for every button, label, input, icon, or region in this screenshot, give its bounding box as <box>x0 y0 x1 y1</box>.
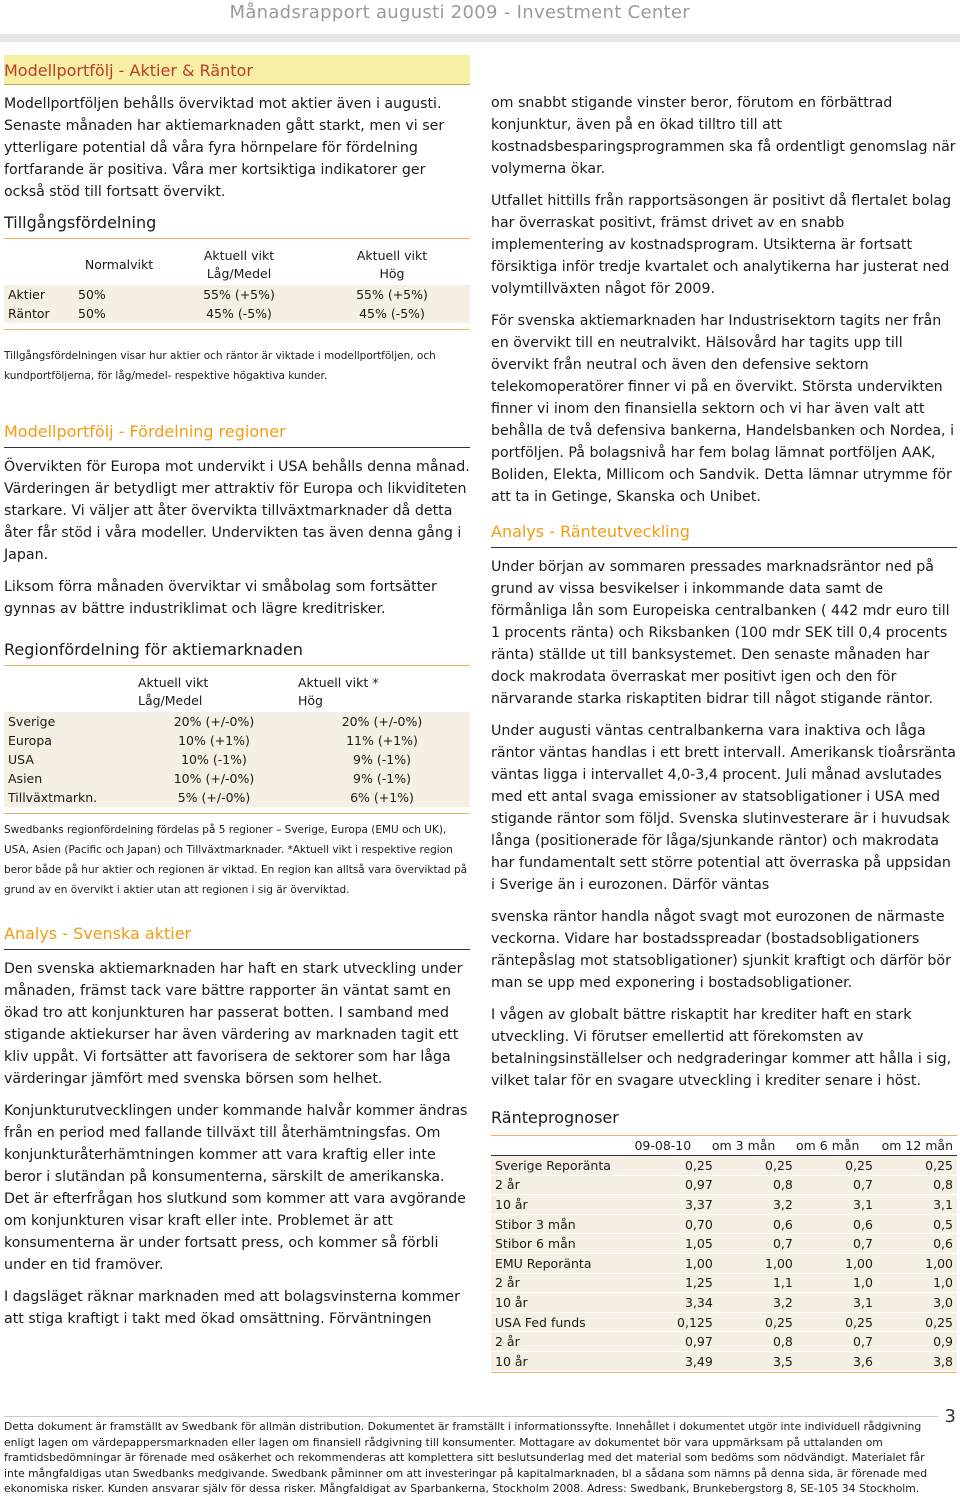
allocation-header-row <box>4 245 470 285</box>
region-header-row <box>4 672 470 712</box>
right-paragraph-3: För svenska aktiemarknaden har Industrisektorn tagits ner från en övervikt till en neutralvikt. Hälsovård har tagits upp till övervikt från neutral och även den defensive sektorn telekomoperatörer finner vi på en övervikt. Största undervikten finner vi inom den finansiella sektorn och vi har även valt att behålla de två defensiva bankerna, Handelsbanken och Nordea, i portföljen. På bolagsnivå har fem bolag lämnat portföljen AAK, Boliden, Elekta, Millicom och Sandvik. Detta lämnar utrymme för att ta in Getinge, Skanska och Unibet. <box>491 313 955 505</box>
section-title-svenska-aktier: Analys - Svenska aktier <box>4 924 470 950</box>
header-region-hog: Aktuell vikt * Hög <box>298 675 379 708</box>
table-row: 10 år 3,49 3,5 3,6 3,8 <box>491 1352 957 1372</box>
rates-paragraph-4: I vågen av globalt bättre riskaptit har krediter haft en stark utveckling. Vi förutser emellertid att förekomsten av betalningsinställelser och nedgraderingar kommer att hålla i sig, vilket talar för en svagare utveckling i krediter senare i höst. <box>491 1007 952 1089</box>
swedish-equities-paragraph-2: Konjunkturutvecklingen under kommande halvår kommer ändras från en period med fallande tillväxt till återhämtningsfas. Om konjunkturåterhämtningen kommer att vara kraftig eller inte beror i slutändan på konsumenterna, särskilt de amerikanska. Det är efterfrågan hos slutkund som kommer att vara avgörande om konjunkturen visar kraft eller inte. Problemet är att konsumenterna är under fortsatt press, och kommer så förbli under en tid framöver. <box>4 1103 468 1273</box>
rates-table-title: Ränteprognoser <box>491 1108 619 1127</box>
table-row: Aktier 50% 55% (+5%) 55% (+5%) <box>4 285 470 304</box>
table-row: USA 10% (-1%) 9% (-1%) <box>4 750 470 769</box>
header-normalvikt: Normalvikt <box>84 257 154 272</box>
right-paragraph-2: Utfallet hittills från rapportsäsongen är positivt då flertalet bolag har överraskat positivt, främst drivet av en snabb implementering av kostnadsprogram. Utsikterna är fortsatt försiktiga inför tredje kvartalet och analytikerna har justerat ned volymtillväxten något för 2009. <box>491 193 952 297</box>
section-title-modellportfolj: Modellportfölj - Aktier & Räntor <box>4 55 470 85</box>
table-row: 10 år 3,34 3,2 3,1 3,0 <box>491 1293 957 1313</box>
footer-disclaimer: Detta dokument är framställt av Swedbank för allmän distribution. Dokumentet är framställt i informationssyfte. Innehållet i dokumentet utgör inte individuell rådgivning enligt lagen om värdepappersmarknaden eller lagen om finansiell rådgivning till konsumenter. Mottagare av dokumentet bör vara uppmärksam på uttalanden om framtidsbedömningar är förenade med osäkerhet och rekommenderas att komplettera sitt beslutsunderlag med det material som bedöms som nödvändigt. Materialet får inte mångfaldigas utan Swedbanks medgivande. Swedbank påminner om att investeringar på kapitalmarknaden, bl a sådana som nämns på denna sida, är förenade med ekonomiska risker. Kunden ansvarar själv för dessa risker. Mångfaldigat av Sparbankerna, Stockholm 2008. Adress: Swedbank, Brunkebergstorg 8, SE-105 34 Stockholm. <box>4 1416 938 1497</box>
table-row: 2 år 0,97 0,8 0,7 0,9 <box>491 1332 957 1352</box>
rates-paragraph-3: svenska räntor handla något svagt mot eurozonen de närmaste veckorna. Vidare har bostadsspreadar (bostadsobligationers räntepåslag mot statsobligationer) sjunkit kraftigt och därför bör man se upp med exponering i bostadsobligationer. <box>491 909 951 991</box>
right-paragraph-1: om snabbt stigande vinster beror, förutom en förbättrad konjunktur, även på en ökad tilltro till att kostnadsbesparingsprogrammen ska få ordentligt genomslag när volymerna ökar. <box>491 95 956 177</box>
rates-header-row: 09-08-10 om 3 mån om 6 mån om 12 mån <box>491 1136 957 1156</box>
page-number: 3 <box>944 1406 956 1427</box>
intro-paragraph: Modellportföljen behålls överviktad mot aktier även i augusti. Senaste månaden har aktiemarknaden gått starkt, men vi ser ytterligare potential då våra fyra hörnpelare för fördelning fortfarande är positiva. Våra mer kortsiktiga indikatorer ger också stöd till fortsatt övervikt. <box>4 96 445 200</box>
table-row: Stibor 6 mån 1,05 0,7 0,7 0,6 <box>491 1234 957 1254</box>
table-row: Sverige 20% (+/-0%) 20% (+/-0%) <box>4 712 470 731</box>
table-row: 2 år 0,97 0,8 0,7 0,8 <box>491 1175 957 1195</box>
rates-paragraph-1: Under början av sommaren pressades marknadsräntor ned på grund av vissa besvikelser i inkommande data samt de förmånliga lån som Europeiska centralbanken ( 442 mdr euro till 1 procents ränta) och Riksbanken (100 mdr SEK till 0,4 procents ränta) ställde ut till banksystemet. Den senaste månaden har dock makrodata överraskat mer positivt igen och den för närvarande starka riskaptiten bidrar till något stigande räntor. <box>491 559 950 707</box>
table-row: Stibor 3 mån 0,70 0,6 0,6 0,5 <box>491 1214 957 1234</box>
allocation-title: Tillgångsfördelning <box>4 213 470 239</box>
right-column <box>491 92 957 1373</box>
swedish-equities-paragraph-3: I dagsläget räknar marknaden med att bolagsvinsterna kommer att stiga kraftigt i takt med ökad omsättning. Förväntningen <box>4 1289 460 1327</box>
header-aktuell-hog: Aktuell vikt Hög <box>356 248 428 281</box>
region-table-title: Regionfördelning för aktiemarknaden <box>4 640 470 666</box>
rates-table <box>491 1135 957 1156</box>
region-table <box>4 672 470 807</box>
header-rule <box>0 34 960 42</box>
table-row: Europa 10% (+1%) 11% (+1%) <box>4 731 470 750</box>
allocation-table <box>4 245 470 323</box>
table-row: Räntor 50% 45% (-5%) 45% (-5%) <box>4 304 470 323</box>
rates-body <box>491 1156 957 1372</box>
table-row: Tillväxtmarkn. 5% (+/-0%) 6% (+1%) <box>4 788 470 807</box>
table-row: 2 år 1,25 1,1 1,0 1,0 <box>491 1273 957 1293</box>
table-row: 10 år 3,37 3,2 3,1 3,1 <box>491 1195 957 1215</box>
table-row: Sverige Reporänta 0,25 0,25 0,25 0,25 <box>491 1156 957 1176</box>
header-aktuell-lag: Aktuell vikt Låg/Medel <box>203 248 275 281</box>
swedish-equities-paragraph-1: Den svenska aktiemarknaden har haft en stark utveckling under månaden, främst tack vare bättre rapporter än väntat samt en ökad tro att konjunkturen har passerat botten. I samband med stigande aktiekurser har även värdering av marknaden tagit ett kliv uppåt. Vi fortsätter att favorisera de sektorer som har låga värderingar jämfört med svenska börsen som helhet. <box>4 961 463 1087</box>
section-title-ranteutveckling: Analys - Ränteutveckling <box>491 522 957 548</box>
header-region-lag: Aktuell vikt Låg/Medel <box>138 675 209 708</box>
allocation-note: Tillgångsfördelningen visar hur aktier och räntor är viktade i modellportföljen, och kundportföljerna, för låg/medel- respektive högaktiva kunder. <box>4 350 436 382</box>
regions-paragraph-1: Övervikten för Europa mot undervikt i USA behålls denna månad. Värderingen är betydligt mer attraktiv för Europa och likviditeten starkare. Vi väljer att åter övervikta tillväxtmarknader då detta åter får stöd i våra modeller. Undervikten tas även denna gång i Japan. <box>4 459 470 563</box>
table-row: EMU Reporänta 1,00 1,00 1,00 1,00 <box>491 1254 957 1274</box>
regions-paragraph-2: Liksom förra månaden överviktar vi småbolag som fortsätter gynnas av bättre industriklimat och lägre kreditrisker. <box>4 579 437 617</box>
rates-paragraph-2: Under augusti väntas centralbankerna vara inaktiva och låga räntor väntas handlas i ett brett intervall. Amerikansk tioårsränta väntas ligga i intervallet 4,0-3,4 procent. Juli månad avslutades med ett antal svaga emissioner av statsobligationer i USA med stigande räntor som följd. Svenska slutinvesterare är i huvudsak långa (positionerade för låga/sjunkande räntor) och makrodata har fundamentalt sett större potential att överraska på uppsidan i Sverige än i eurozonen. Därför väntas <box>491 723 957 893</box>
table-row: Asien 10% (+/-0%) 9% (-1%) <box>4 769 470 788</box>
section-title-regioner: Modellportfölj - Fördelning regioner <box>4 422 470 448</box>
region-note: Swedbanks regionfördelning fördelas på 5 regioner – Sverige, Europa (EMU och UK), USA, Asien (Pacific och Japan) och Tillväxtmarknader. *Aktuell vikt i respektive region beror både på hur aktier och regionen är viktad. En region kan alltså vara överviktad på grund av en övervikt i aktier utan att regionen i sig är överviktad. <box>4 824 468 896</box>
table-row: USA Fed funds 0,125 0,25 0,25 0,25 <box>491 1312 957 1332</box>
left-column <box>4 55 470 1340</box>
report-header: Månadsrapport augusti 2009 - Investment Center <box>229 2 690 23</box>
